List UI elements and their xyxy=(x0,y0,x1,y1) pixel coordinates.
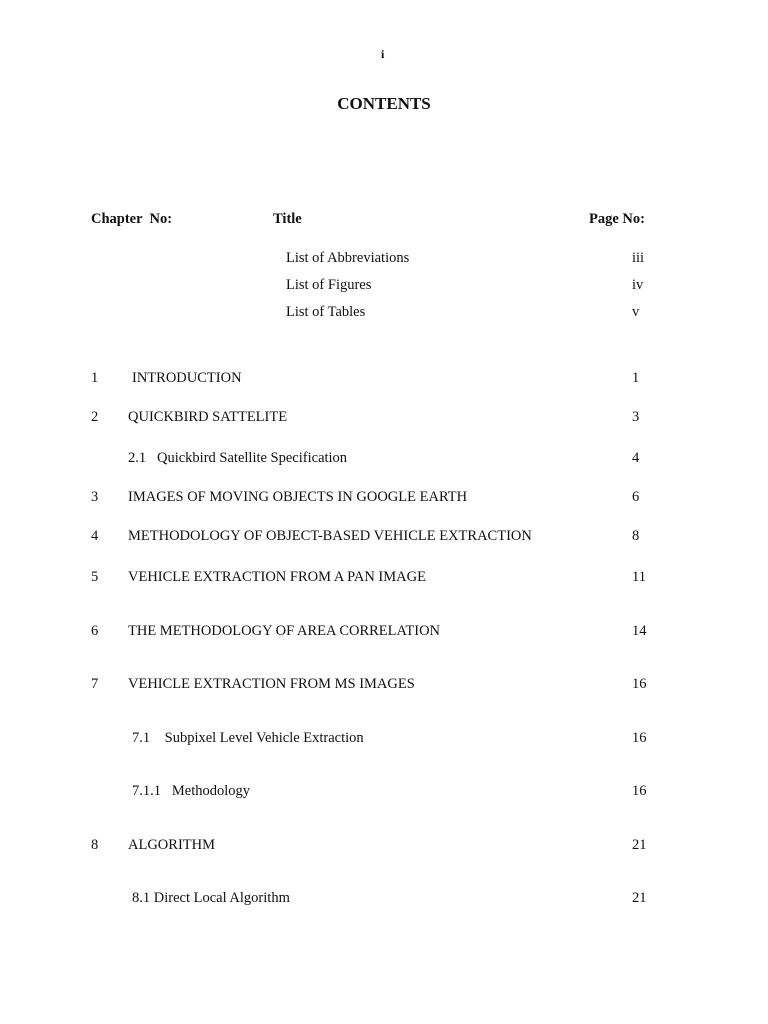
toc-chapter-number: 4 xyxy=(91,528,99,544)
toc-chapter-number: 2 xyxy=(91,409,99,425)
toc-entry-title: 7.1.1 Methodology xyxy=(132,783,251,799)
toc-front-title: List of Figures xyxy=(286,277,372,293)
toc-entry-page: 14 xyxy=(632,623,647,639)
title-column-header: Title xyxy=(273,211,302,227)
toc-chapter-number: 7 xyxy=(91,676,99,692)
toc-entry-title: 8.1 Direct Local Algorithm xyxy=(132,890,290,906)
toc-front-page: v xyxy=(632,304,640,320)
chapter-column-header: Chapter No: xyxy=(91,211,173,227)
toc-entry-page: 16 xyxy=(632,783,647,799)
page-title: CONTENTS xyxy=(337,94,431,113)
toc-entry-page: 21 xyxy=(632,890,647,906)
toc-entry-title: INTRODUCTION xyxy=(132,370,242,386)
toc-entry-title: METHODOLOGY OF OBJECT-BASED VEHICLE EXTRACTION xyxy=(128,528,532,544)
toc-entry-page: 6 xyxy=(632,489,640,505)
toc-chapter-number: 5 xyxy=(91,569,99,585)
toc-entry-page: 3 xyxy=(632,409,640,425)
toc-entry-page: 8 xyxy=(632,528,640,544)
page-number: i xyxy=(381,47,385,61)
toc-front-page: iv xyxy=(632,277,644,293)
toc-entry-title: VEHICLE EXTRACTION FROM A PAN IMAGE xyxy=(128,569,426,585)
toc-entry-title: THE METHODOLOGY OF AREA CORRELATION xyxy=(128,623,441,639)
toc-entry-title: IMAGES OF MOVING OBJECTS IN GOOGLE EARTH xyxy=(128,489,468,505)
toc-front-title: List of Abbreviations xyxy=(286,250,410,266)
toc-front-title: List of Tables xyxy=(286,304,366,320)
toc-entry-title: ALGORITHM xyxy=(128,837,215,853)
toc-entry-page: 4 xyxy=(632,450,640,466)
toc-entry-title: VEHICLE EXTRACTION FROM MS IMAGES xyxy=(128,676,415,692)
toc-entry-page: 21 xyxy=(632,837,647,853)
toc-entry-title: QUICKBIRD SATTELITE xyxy=(128,409,288,425)
toc-entry-page: 16 xyxy=(632,730,647,746)
toc-entry-page: 11 xyxy=(632,569,646,585)
toc-front-page: iii xyxy=(632,250,645,266)
page-column-header: Page No: xyxy=(589,211,645,227)
toc-chapter-number: 1 xyxy=(91,370,99,386)
toc-entry-page: 1 xyxy=(632,370,640,386)
toc-chapter-number: 8 xyxy=(91,837,99,853)
toc-entry-title: 7.1 Subpixel Level Vehicle Extraction xyxy=(132,730,364,746)
toc-entry-title: 2.1 Quickbird Satellite Specification xyxy=(128,450,348,466)
toc-chapter-number: 3 xyxy=(91,489,99,505)
toc-entry-page: 16 xyxy=(632,676,647,692)
toc-chapter-number: 6 xyxy=(91,623,99,639)
